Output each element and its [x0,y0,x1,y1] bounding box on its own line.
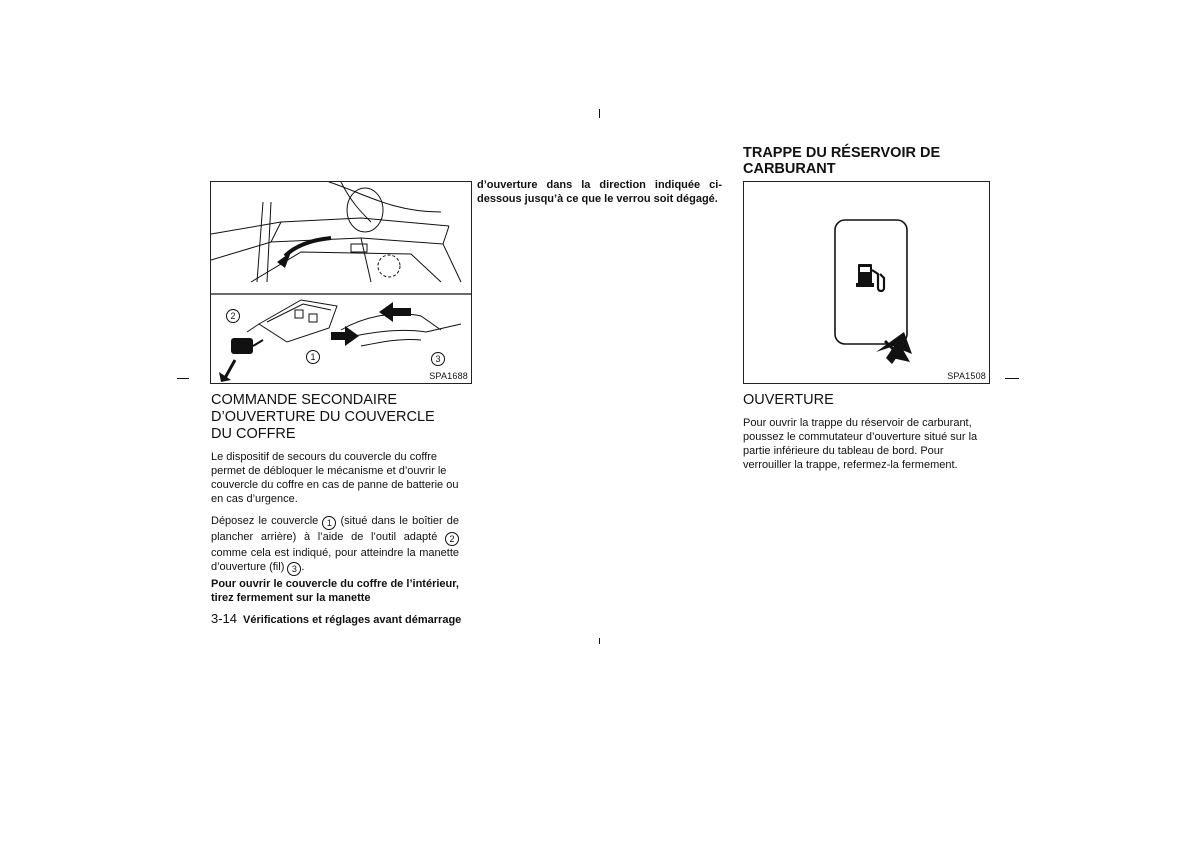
figure-code: SPA1688 [429,371,468,381]
paragraph-remove-cover [211,514,459,576]
title-line-1: TRAPPE DU RÉSERVOIR DE [743,145,941,161]
inline-callout-1: 1 [322,516,336,530]
footer-title: Vérifications et réglages avant démarrage [243,614,462,626]
crop-mark-top [599,109,600,118]
section-heading-trunk [211,392,481,443]
para2-text-d: . [301,561,305,573]
heading-line-1: COMMANDE SECONDAIRE [211,392,398,408]
para2-text-b: (situé dans le boîtier de plancher arrière) à l’aide de l’outil adapté [211,515,460,543]
figure-code-fuel: SPA1508 [947,371,986,381]
crop-mark-left [177,378,189,379]
fuel-door-figure [743,181,990,384]
trunk-release-figure [210,181,472,384]
callout-2: 2 [226,309,240,323]
inline-callout-2: 2 [445,532,459,546]
paragraph-backup-release: Le dispositif de secours du couvercle du coffre permet de débloquer le mécanisme et d’ouvrir le couvercle du coffre en cas de panne de batterie ou en cas d’urgence. [211,451,459,505]
fuel-pump-icon [856,264,884,291]
paragraph-open-from-inside: Pour ouvrir le couvercle du coffre de l’intérieur, tirez fermement sur la manette [211,578,459,604]
callout-3: 3 [431,352,445,366]
title-line-2: CARBURANT [743,161,836,177]
crop-mark-right [1005,378,1019,379]
para2-text-a: Déposez le couvercle [211,515,319,527]
section-title-fuel-door [743,145,1003,177]
fuel-door-switch-illustration [744,182,989,383]
heading-line-3: DU COFFRE [211,426,296,442]
inline-callout-3: 3 [287,562,301,576]
trunk-release-illustration [211,182,471,383]
paragraph-continued: d’ouverture dans la direction indiquée ci-dessous jusqu’à ce que le verrou soit dégagé. [477,179,722,205]
subheading-opening: OUVERTURE [743,392,834,408]
paragraph-fuel-door: Pour ouvrir la trappe du réservoir de carburant, poussez le commutateur d’ouverture situé sur la partie inférieure du tableau de bord. Pour verrouiller la trappe, refermez-la fermement. [743,417,978,471]
page-number: 3-14 [211,611,238,626]
callout-1: 1 [306,350,320,364]
page-footer [211,611,461,626]
para2-text-c: comme cela est indiqué, pour atteindre la manette d’ouverture (fil) [211,547,459,573]
crop-mark-bottom [599,638,600,644]
heading-line-2: D’OUVERTURE DU COUVERCLE [211,409,435,425]
